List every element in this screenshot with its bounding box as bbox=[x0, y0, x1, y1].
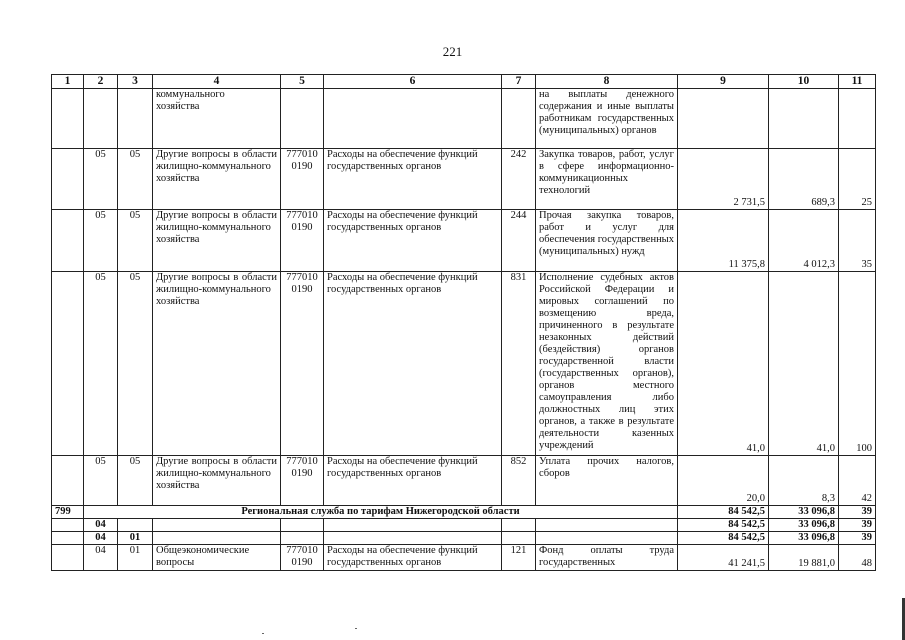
cell-c11: 35 bbox=[839, 210, 876, 272]
cell-c7: 121 bbox=[502, 545, 536, 571]
header-cell: 2 bbox=[84, 75, 118, 89]
agency-row bbox=[52, 506, 876, 519]
header-cell: 3 bbox=[118, 75, 153, 89]
cell-c3 bbox=[118, 89, 153, 149]
cell-c6: Расходы на обеспечение функций государственных органов bbox=[324, 272, 502, 456]
cell-c7 bbox=[502, 89, 536, 149]
section-code: 04 bbox=[84, 519, 118, 532]
cell-c4: Другие вопросы в области жилищно-коммунального хозяйства bbox=[153, 272, 281, 456]
cell-c11: 100 bbox=[839, 272, 876, 456]
table-header-row bbox=[52, 75, 876, 89]
agency-title: Региональная служба по тарифам Нижегородской области bbox=[84, 506, 678, 519]
cell-c3: 05 bbox=[118, 149, 153, 210]
cell-c7: 852 bbox=[502, 456, 536, 506]
subsection-row bbox=[52, 532, 876, 545]
table-row bbox=[52, 210, 876, 272]
cell-c8: Исполнение судебных актов Российской Федерации и мировых соглашений по возмещению вреда, причиненного в результате незаконных действий (бездействия) органов государственной власти (государственных органов), органов местного самоуправления либо должностных лиц этих органов, а также в результате деятельности казенных учреждений bbox=[536, 272, 678, 456]
cell-c4: Другие вопросы в области жилищно-коммунального хозяйства bbox=[153, 149, 281, 210]
section-c10: 33 096,8 bbox=[769, 519, 839, 532]
section-c9: 84 542,5 bbox=[678, 519, 769, 532]
cell-c4: Другие вопросы в области жилищно-коммунального хозяйства bbox=[153, 456, 281, 506]
cell-c5: 777010 0190 bbox=[281, 545, 324, 571]
subsection-c10: 33 096,8 bbox=[769, 532, 839, 545]
section-c11: 39 bbox=[839, 519, 876, 532]
cell-c10 bbox=[769, 89, 839, 149]
cell-c11: 48 bbox=[839, 545, 876, 571]
table-row bbox=[52, 89, 876, 149]
subsection-c9: 84 542,5 bbox=[678, 532, 769, 545]
cell-c8: Уплата прочих налогов, сборов bbox=[536, 456, 678, 506]
cell-c10: 41,0 bbox=[769, 272, 839, 456]
cell-c9: 41 241,5 bbox=[678, 545, 769, 571]
cell-c9: 20,0 bbox=[678, 456, 769, 506]
cell-c1 bbox=[52, 272, 84, 456]
cell-c4: Общеэкономические вопросы bbox=[153, 545, 281, 571]
cell-c9 bbox=[678, 89, 769, 149]
cell-c4: коммунального хозяйства bbox=[153, 89, 281, 149]
cell-c6 bbox=[324, 89, 502, 149]
cell-c8: на выплаты денежного содержания и иные выплаты работникам государственных (муниципальных) органов bbox=[536, 89, 678, 149]
cell-c2 bbox=[84, 89, 118, 149]
agency-c10: 33 096,8 bbox=[769, 506, 839, 519]
cell-c3: 01 bbox=[118, 545, 153, 571]
cell-c6: Расходы на обеспечение функций государственных органов bbox=[324, 456, 502, 506]
cell-c1 bbox=[52, 456, 84, 506]
cell-c3: 05 bbox=[118, 456, 153, 506]
cell-c7: 244 bbox=[502, 210, 536, 272]
agency-c9: 84 542,5 bbox=[678, 506, 769, 519]
table-row bbox=[52, 149, 876, 210]
cell-c2: 05 bbox=[84, 210, 118, 272]
cell-c2: 05 bbox=[84, 456, 118, 506]
header-cell: 11 bbox=[839, 75, 876, 89]
cell-c1 bbox=[52, 210, 84, 272]
cell-c7: 831 bbox=[502, 272, 536, 456]
cell-c11: 42 bbox=[839, 456, 876, 506]
header-cell: 10 bbox=[769, 75, 839, 89]
table-row bbox=[52, 272, 876, 456]
cell-c6: Расходы на обеспечение функций государственных органов bbox=[324, 210, 502, 272]
agency-code: 799 bbox=[52, 506, 84, 519]
cell-c6: Расходы на обеспечение функций государственных органов bbox=[324, 545, 502, 571]
cell-c2: 04 bbox=[84, 545, 118, 571]
scan-speck bbox=[262, 633, 264, 634]
header-cell: 1 bbox=[52, 75, 84, 89]
cell-c6: Расходы на обеспечение функций государственных органов bbox=[324, 149, 502, 210]
page-number: 221 bbox=[442, 44, 463, 59]
cell-c2: 05 bbox=[84, 149, 118, 210]
cell-c10: 8,3 bbox=[769, 456, 839, 506]
cell-c5: 777010 0190 bbox=[281, 272, 324, 456]
header-cell: 6 bbox=[324, 75, 502, 89]
table-row bbox=[52, 545, 876, 571]
table-row bbox=[52, 456, 876, 506]
cell-c2: 05 bbox=[84, 272, 118, 456]
cell-c4: Другие вопросы в области жилищно-коммунального хозяйства bbox=[153, 210, 281, 272]
cell-c10: 4 012,3 bbox=[769, 210, 839, 272]
cell-c7: 242 bbox=[502, 149, 536, 210]
cell-c9: 41,0 bbox=[678, 272, 769, 456]
scan-speck bbox=[355, 628, 357, 629]
cell-c8: Фонд оплаты труда государственных bbox=[536, 545, 678, 571]
cell-c5: 777010 0190 bbox=[281, 456, 324, 506]
cell-c3: 05 bbox=[118, 210, 153, 272]
header-cell: 7 bbox=[502, 75, 536, 89]
budget-table bbox=[51, 74, 876, 571]
cell-c1 bbox=[52, 89, 84, 149]
cell-c3: 05 bbox=[118, 272, 153, 456]
subsection-c2: 04 bbox=[84, 532, 118, 545]
header-cell: 5 bbox=[281, 75, 324, 89]
cell-c10: 689,3 bbox=[769, 149, 839, 210]
cell-c9: 11 375,8 bbox=[678, 210, 769, 272]
cell-c8: Прочая закупка товаров, работ и услуг для обеспечения государственных (муниципальных) нужд bbox=[536, 210, 678, 272]
header-cell: 4 bbox=[153, 75, 281, 89]
header-cell: 9 bbox=[678, 75, 769, 89]
cell-c11 bbox=[839, 89, 876, 149]
cell-c9: 2 731,5 bbox=[678, 149, 769, 210]
subsection-c3: 01 bbox=[118, 532, 153, 545]
section-row bbox=[52, 519, 876, 532]
cell-c5: 777010 0190 bbox=[281, 149, 324, 210]
cell-c8: Закупка товаров, работ, услуг в сфере информационно-коммуникационных технологий bbox=[536, 149, 678, 210]
cell-c10: 19 881,0 bbox=[769, 545, 839, 571]
subsection-c11: 39 bbox=[839, 532, 876, 545]
cell-c5: 777010 0190 bbox=[281, 210, 324, 272]
header-cell: 8 bbox=[536, 75, 678, 89]
cell-c5 bbox=[281, 89, 324, 149]
cell-c11: 25 bbox=[839, 149, 876, 210]
agency-c11: 39 bbox=[839, 506, 876, 519]
cell-c1 bbox=[52, 149, 84, 210]
